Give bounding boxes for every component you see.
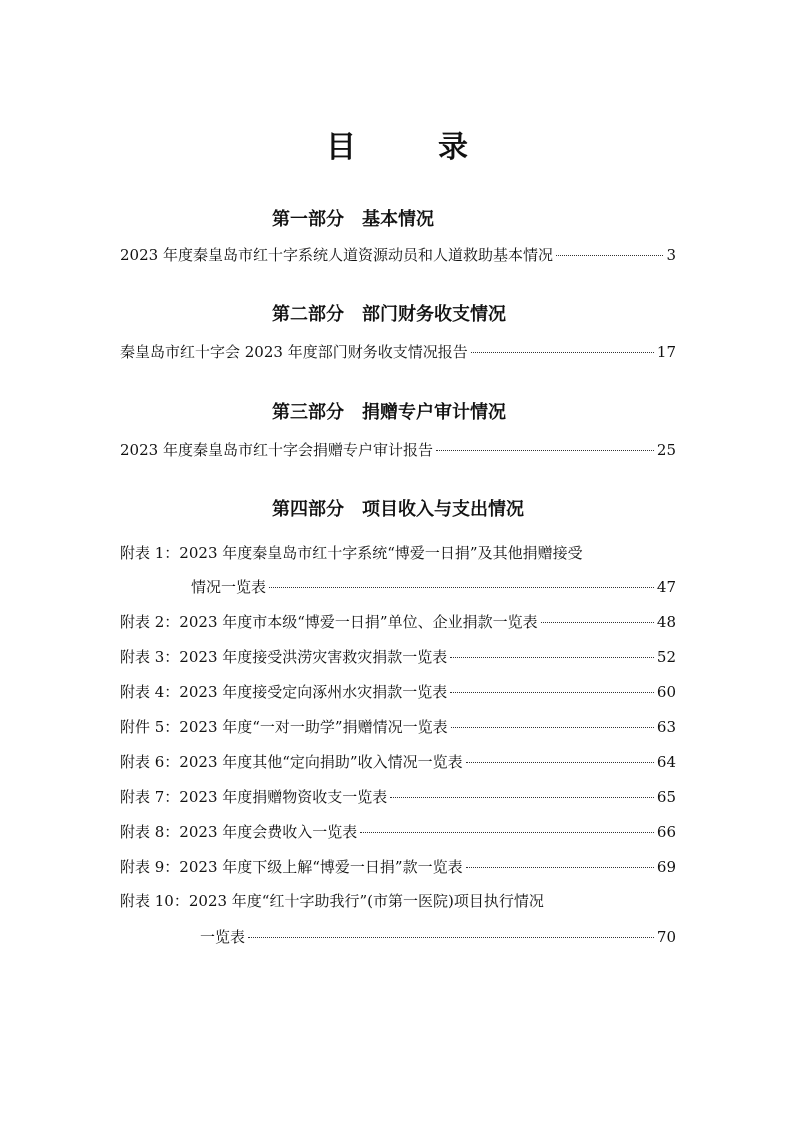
toc-entry[interactable] — [191, 577, 676, 597]
toc-entry-label: 附件 5：2023 年度“一对一助学”捐赠情况一览表 — [120, 718, 448, 736]
dot-leader — [360, 832, 654, 833]
toc-entry-label: 附表 2：2023 年度市本级“博爱一日捐”单位、企业捐款一览表 — [120, 613, 538, 631]
dot-leader — [541, 622, 654, 623]
toc-entry-page: 64 — [656, 753, 676, 771]
toc-entry[interactable] — [200, 927, 676, 947]
dot-leader — [556, 255, 664, 256]
toc-entry-label: 2023 年度秦皇岛市红十字会捐赠专户审计报告 — [120, 441, 433, 459]
dot-leader — [450, 657, 654, 658]
toc-entry-label: 附表 8：2023 年度会费收入一览表 — [120, 823, 358, 841]
toc-entry-label: 2023 年度秦皇岛市红十字系统人道资源动员和人道救助基本情况 — [120, 246, 553, 264]
toc-entry-page: 66 — [656, 823, 676, 841]
toc-entry[interactable] — [120, 342, 676, 362]
toc-entry[interactable] — [120, 752, 676, 772]
toc-entry[interactable] — [120, 857, 676, 877]
toc-entry-page: 25 — [656, 441, 676, 459]
toc-entry-page: 52 — [656, 648, 676, 666]
part-heading-4: 第四部分 项目收入与支出情况 — [272, 499, 524, 520]
toc-entry-label: 附表 9：2023 年度下级上解“博爱一日捐”款一览表 — [120, 858, 463, 876]
toc-entry-first-line[interactable]: 附表 10：2023 年度“红十字助我行”(市第一医院)项目执行情况 — [120, 892, 544, 910]
toc-entry-page: 65 — [656, 788, 676, 806]
toc-entry-label: 情况一览表 — [191, 578, 267, 596]
toc-entry[interactable] — [120, 245, 676, 265]
toc-entry[interactable] — [120, 647, 676, 667]
toc-entry-page: 3 — [666, 246, 676, 264]
toc-entry-label: 一览表 — [200, 928, 246, 946]
toc-entry-label: 附表 6：2023 年度其他“定向捐助”收入情况一览表 — [120, 753, 463, 771]
toc-entry-page: 70 — [656, 928, 676, 946]
toc-entry-label: 秦皇岛市红十字会 2023 年度部门财务收支情况报告 — [120, 343, 468, 361]
part-heading-2: 第二部分 部门财务收支情况 — [272, 304, 506, 325]
dot-leader — [466, 762, 654, 763]
toc-entry[interactable] — [120, 717, 676, 737]
toc-entry-label: 附表 4：2023 年度接受定向涿州水灾捐款一览表 — [120, 683, 448, 701]
dot-leader — [450, 692, 654, 693]
toc-entry[interactable] — [120, 440, 676, 460]
toc-entry[interactable] — [120, 787, 676, 807]
toc-entry-first-line[interactable]: 附表 1：2023 年度秦皇岛市红十字系统“博爱一日捐”及其他捐赠接受 — [120, 544, 583, 562]
part-heading-1: 第一部分 基本情况 — [272, 209, 434, 230]
toc-entry-page: 48 — [656, 613, 676, 631]
toc-entry[interactable] — [120, 612, 676, 632]
toc-entry-label: 附表 3：2023 年度接受洪涝灾害救灾捐款一览表 — [120, 648, 448, 666]
toc-entry-page: 47 — [656, 578, 676, 596]
dot-leader — [451, 727, 654, 728]
dot-leader — [471, 352, 654, 353]
toc-entry[interactable] — [120, 822, 676, 842]
toc-entry-page: 60 — [656, 683, 676, 701]
toc-entry-page: 17 — [656, 343, 676, 361]
dot-leader — [466, 867, 654, 868]
toc-entry[interactable] — [120, 682, 676, 702]
toc-entry-page: 69 — [656, 858, 676, 876]
toc-entry-label: 附表 7：2023 年度捐赠物资收支一览表 — [120, 788, 388, 806]
dot-leader — [436, 450, 654, 451]
page-title: 目 录 — [326, 130, 494, 165]
dot-leader — [269, 587, 654, 588]
toc-entry-page: 63 — [656, 718, 676, 736]
dot-leader — [248, 937, 654, 938]
part-heading-3: 第三部分 捐赠专户审计情况 — [272, 402, 506, 423]
dot-leader — [390, 797, 654, 798]
